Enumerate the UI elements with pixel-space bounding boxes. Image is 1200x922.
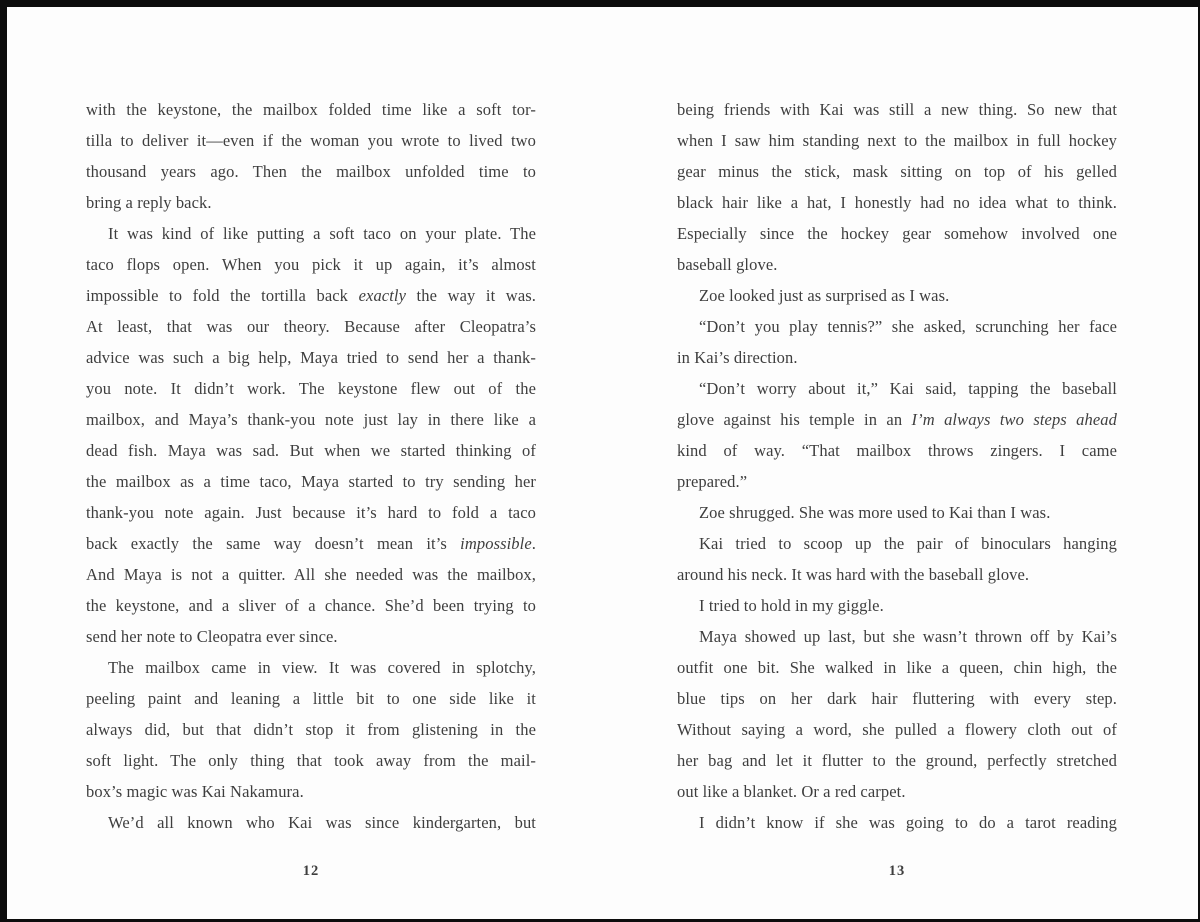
text-line: send her note to Cleopatra ever since. xyxy=(86,627,338,646)
right-page-text xyxy=(677,94,1117,838)
text-line: box’s magic was Kai Nakamura. xyxy=(86,782,304,801)
text-line: black hair like a hat, I honestly had no idea what to think. xyxy=(677,193,1117,212)
text-line: bring a reply back. xyxy=(86,193,212,212)
text-line: “Don’t you play tennis?” she asked, scrunching her face xyxy=(699,317,1117,336)
text-line: advice was such a big help, Maya tried to send her a thank- xyxy=(86,348,536,367)
text-line: you note. It didn’t work. The keystone flew out of the xyxy=(86,379,536,398)
text-line: thousand years ago. Then the mailbox unfolded time to xyxy=(86,162,536,181)
text-line: Kai tried to scoop up the pair of binoculars hanging xyxy=(699,534,1117,553)
text-line: the keystone, and a sliver of a chance. She’d been trying to xyxy=(86,596,536,615)
text-line: Especially since the hockey gear somehow involved one xyxy=(677,224,1117,243)
text-line: Zoe looked just as surprised as I was. xyxy=(699,286,950,305)
left-page-text xyxy=(86,94,536,838)
text-line: And Maya is not a quitter. All she needed was the mailbox, xyxy=(86,565,536,584)
text-line: being friends with Kai was still a new thing. So new that xyxy=(677,100,1117,119)
text-line: Without saying a word, she pulled a flowery cloth out of xyxy=(677,720,1117,739)
text-line: prepared.” xyxy=(677,472,748,491)
text-line: gear minus the stick, mask sitting on top of his gelled xyxy=(677,162,1117,181)
text-line: I tried to hold in my giggle. xyxy=(699,596,884,615)
text-line: “Don’t worry about it,” Kai said, tapping the baseball xyxy=(699,379,1117,398)
text-line: in Kai’s direction. xyxy=(677,348,798,367)
text-line: tilla to deliver it—even if the woman you wrote to lived two xyxy=(86,131,536,150)
open-book-pages xyxy=(7,7,1198,919)
text-line: It was kind of like putting a soft taco on your plate. The xyxy=(108,224,536,243)
text-line: taco flops open. When you pick it up again, it’s almost xyxy=(86,255,536,274)
text-line: mailbox, and Maya’s thank-you note just lay in there like a xyxy=(86,410,536,429)
text-line: always did, but that didn’t stop it from glistening in the xyxy=(86,720,536,739)
text-line: Maya showed up last, but she wasn’t thrown off by Kai’s xyxy=(699,627,1117,646)
text-line: out like a blanket. Or a red carpet. xyxy=(677,782,906,801)
text-line: around his neck. It was hard with the baseball glove. xyxy=(677,565,1030,584)
text-line: impossible to fold the tortilla back exactly the way it was. xyxy=(86,286,536,305)
left-page-number: 12 xyxy=(302,863,320,879)
text-line: glove against his temple in an I’m always two steps ahead xyxy=(677,410,1117,429)
text-line: I didn’t know if she was going to do a tarot reading xyxy=(699,813,1117,832)
text-line: back exactly the same way doesn’t mean it’s impossible. xyxy=(86,534,536,553)
text-line: outfit one bit. She walked in like a queen, chin high, the xyxy=(677,658,1117,677)
text-line: with the keystone, the mailbox folded time like a soft tor- xyxy=(86,100,536,119)
text-line: peeling paint and leaning a little bit to one side like it xyxy=(86,689,536,708)
text-line: when I saw him standing next to the mailbox in full hockey xyxy=(677,131,1117,150)
text-line: blue tips on her dark hair fluttering with every step. xyxy=(677,689,1117,708)
text-line: thank-you note again. Just because it’s hard to fold a taco xyxy=(86,503,536,522)
text-line: the mailbox as a time taco, Maya started to try sending her xyxy=(86,472,536,491)
text-line: dead fish. Maya was sad. But when we started thinking of xyxy=(86,441,536,460)
text-line: At least, that was our theory. Because after Cleopatra’s xyxy=(86,317,536,336)
text-line: kind of way. “That mailbox throws zingers. I came xyxy=(677,441,1117,460)
text-line: The mailbox came in view. It was covered in splotchy, xyxy=(108,658,536,677)
text-line: Zoe shrugged. She was more used to Kai than I was. xyxy=(699,503,1051,522)
text-line: soft light. The only thing that took away from the mail- xyxy=(86,751,536,770)
text-line: baseball glove. xyxy=(677,255,778,274)
text-line: We’d all known who Kai was since kindergarten, but xyxy=(108,813,536,832)
text-line: her bag and let it flutter to the ground, perfectly stretched xyxy=(677,751,1117,770)
right-page-number: 13 xyxy=(888,863,906,879)
